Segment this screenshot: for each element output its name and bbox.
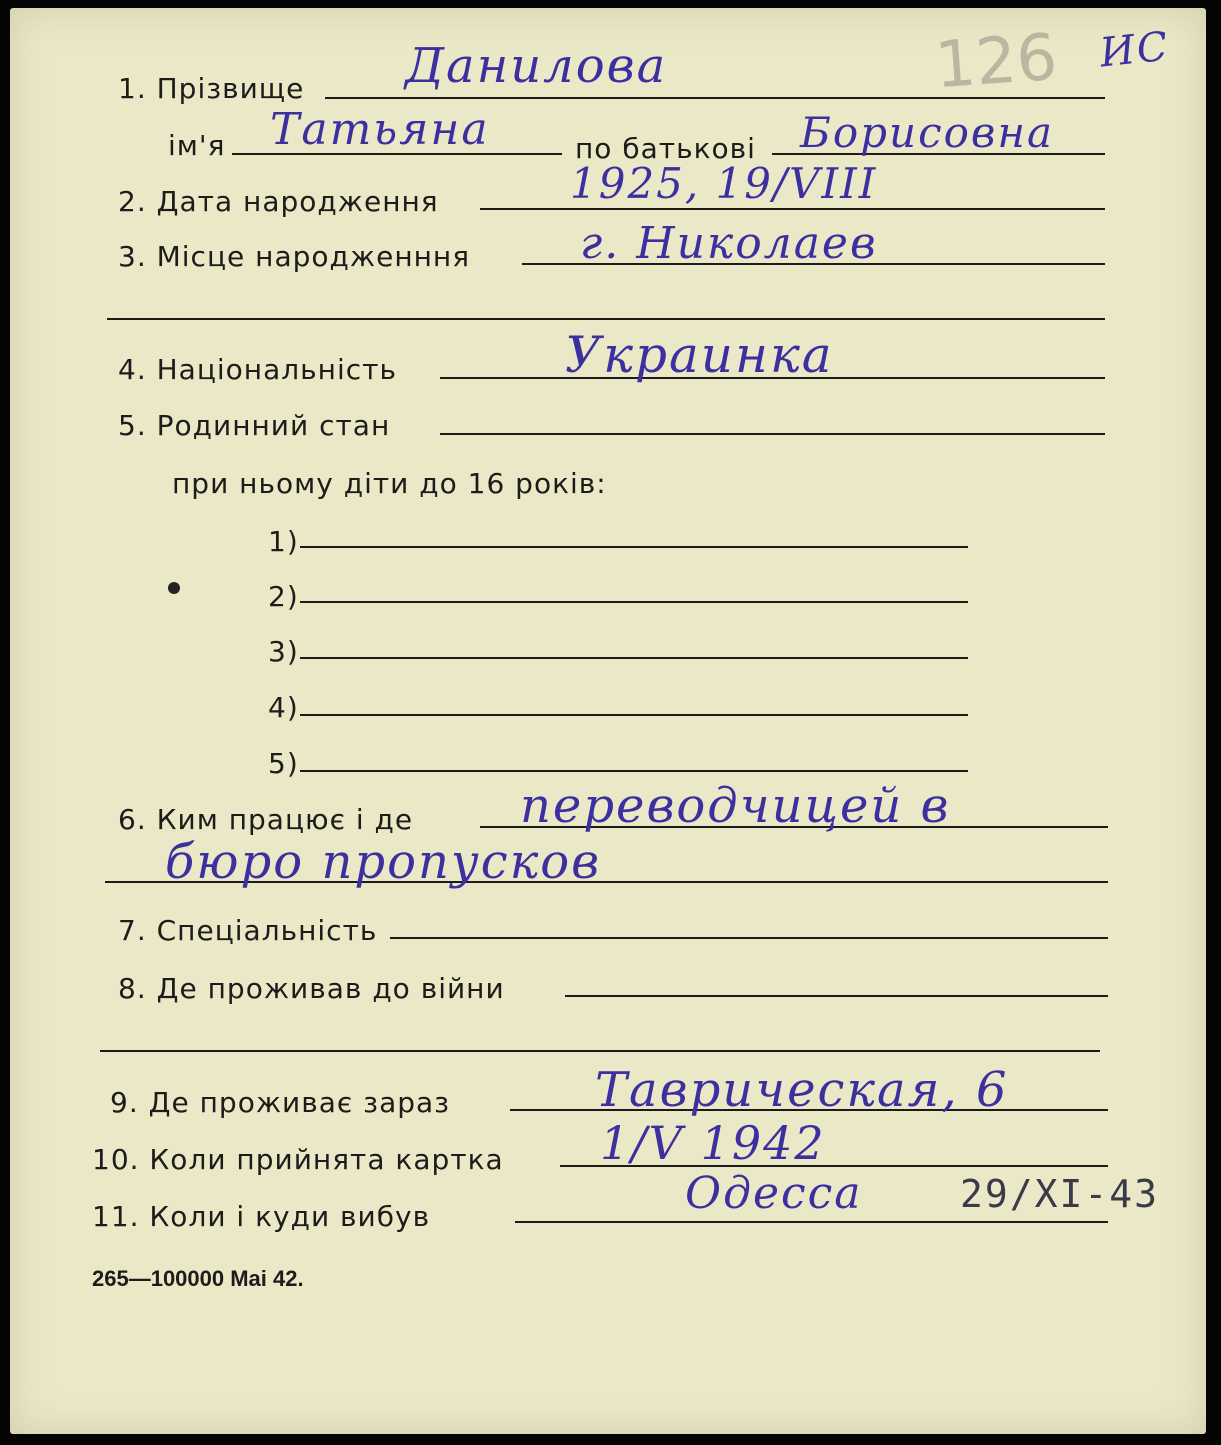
child-3-line (300, 657, 968, 659)
departed-line (515, 1221, 1108, 1223)
marital-status-label: 5. Родинний стан (118, 409, 391, 442)
nationality-label: 4. Національність (118, 353, 397, 386)
birth-date-line (480, 208, 1105, 210)
first-name-value: Татьяна (270, 104, 490, 155)
specialty-label: 7. Спеціальність (118, 914, 378, 947)
child-1-line (300, 546, 968, 548)
child-2-label: 2) (268, 580, 299, 613)
departed-label: 11. Коли і куди вибув (92, 1200, 431, 1233)
first-name-label: ім'я (168, 129, 226, 162)
specialty-line (390, 937, 1108, 939)
birth-place-value: г. Николаев (580, 218, 878, 269)
birth-date-label: 2. Дата народження (118, 185, 439, 218)
patronymic-value: Борисовна (800, 108, 1055, 157)
child-3-label: 3) (268, 635, 299, 668)
child-4-label: 4) (268, 691, 299, 724)
birth-place-label: 3. Місце народженння (118, 240, 471, 273)
departed-place-value: Одесса (685, 1168, 863, 1219)
pencil-number: 126 (932, 20, 1060, 104)
punch-hole (168, 582, 180, 594)
print-mark: 265—100000 Mai 42. (92, 1266, 304, 1291)
child-4-line (300, 714, 968, 716)
nationality-value: Украинка (565, 326, 834, 384)
marital-status-line (440, 433, 1105, 435)
surname-value: Данилова (405, 38, 668, 94)
prewar-residence-extra-line (100, 1050, 1100, 1052)
card-accepted-value: 1/V 1942 (600, 1116, 826, 1170)
children-heading: при ньому діти до 16 років: (172, 467, 607, 500)
prewar-residence-label: 8. Де проживав до війни (118, 972, 505, 1005)
birth-place-extra-line (107, 318, 1105, 320)
child-1-label: 1) (268, 525, 299, 558)
ink-mark: ИС (1097, 23, 1172, 77)
prewar-residence-line (565, 995, 1108, 997)
patronymic-label: по батькові (575, 132, 756, 165)
current-residence-label: 9. Де проживає зараз (110, 1086, 451, 1119)
birth-date-value: 1925, 19/VIII (570, 159, 878, 208)
work-value-line1: переводчицей в (520, 778, 951, 834)
work-label: 6. Ким працює і де (118, 803, 414, 836)
card-accepted-label: 10. Коли прийнята картка (92, 1143, 504, 1176)
departed-date-value: 29/XI-43 (960, 1172, 1160, 1216)
child-5-line (300, 770, 968, 772)
current-residence-value: Таврическая, 6 (595, 1062, 1009, 1118)
child-2-line (300, 601, 968, 603)
surname-line (325, 97, 1105, 99)
surname-label: 1. Прізвище (118, 72, 305, 105)
work-value-line2: бюро пропусков (165, 834, 602, 890)
child-5-label: 5) (268, 747, 299, 780)
